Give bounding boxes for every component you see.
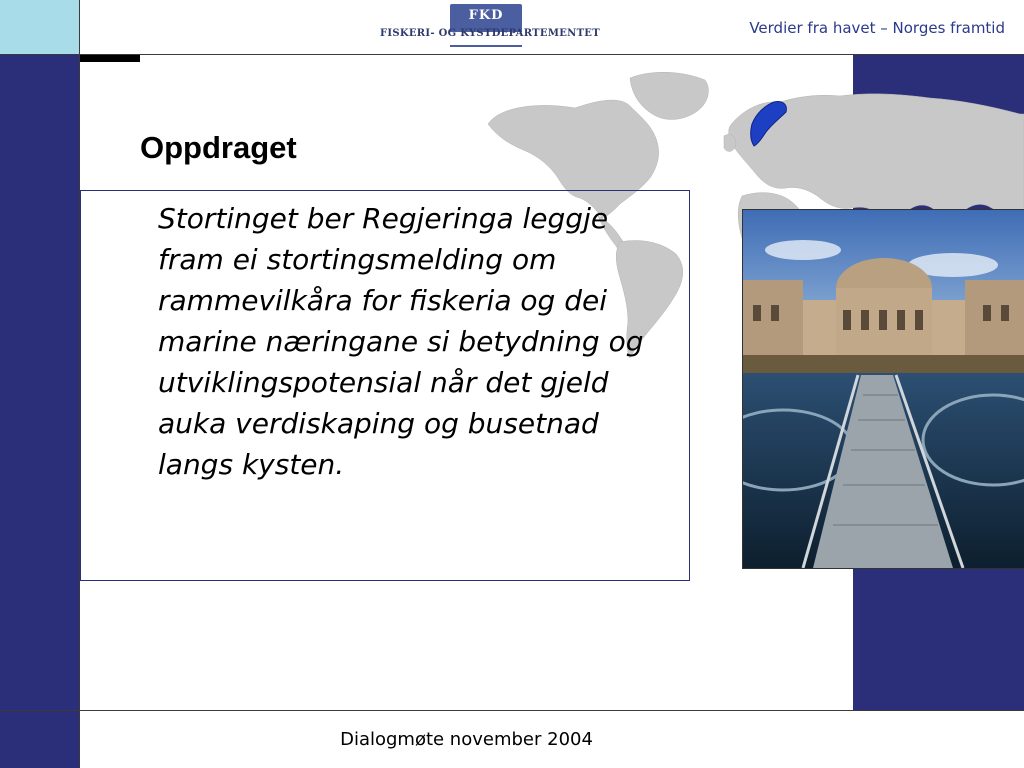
header-divider	[0, 54, 1024, 55]
photo-graphic	[743, 210, 1024, 568]
logo-badge-text: FKD	[468, 8, 504, 23]
ministry-logo	[380, 4, 600, 50]
logo-text: FISKERI- OG KYSTDEPARTEMENTET	[380, 28, 600, 39]
footer-text: Dialogmøte november 2004	[340, 729, 593, 750]
logo-underline	[450, 45, 522, 47]
uk-shape	[724, 134, 736, 151]
top-left-block	[0, 0, 79, 54]
left-band	[0, 54, 79, 710]
parliament-and-fish-farm-photo	[742, 209, 1024, 569]
header-tagline: Verdier fra havet – Norges framtid	[749, 19, 1005, 37]
left-bottom-block	[0, 710, 79, 768]
body-text: Stortinget ber Regjeringa leggje fram ei stortingsmelding om rammevilkåra for fiskeria og dei marine næringane si betydning og utviklingspotensial når det gjeld auka verdiskaping og busetnad langs kysten.	[158, 202, 644, 481]
slide-title: Oppdraget	[140, 130, 297, 165]
greenland-shape	[630, 72, 708, 119]
black-tab	[80, 55, 140, 62]
footer-divider	[0, 710, 1024, 711]
